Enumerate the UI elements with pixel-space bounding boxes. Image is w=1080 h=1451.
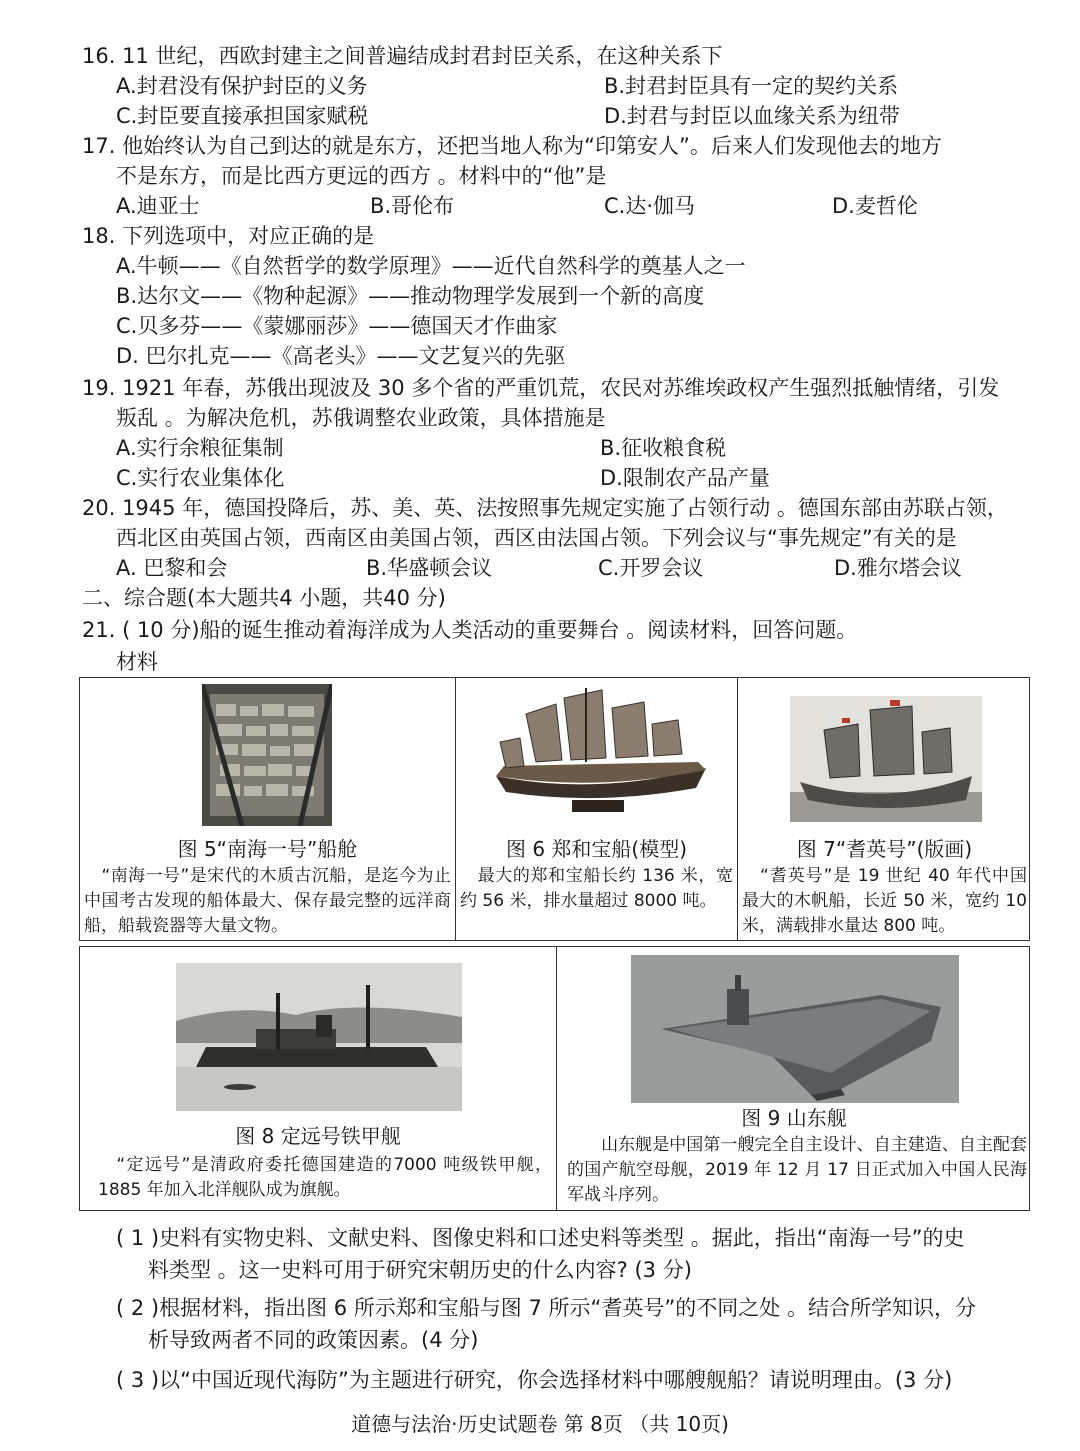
q16-option-c: C.封臣要直接承担国家赋税 xyxy=(116,104,369,128)
q16-option-d: D.封君与封臣以血缘关系为纽带 xyxy=(604,104,900,128)
q21-stem: 21. ( 10 分)船的诞生推动着海洋成为人类活动的重要舞台 。阅读材料，回答问题。 xyxy=(82,618,858,642)
figure-8-description: “定远号”是清政府委托德国建造的7000 吨级铁甲舰，1885 年加入北洋舰队成为旗舰。 xyxy=(98,1155,552,1200)
figure-6-description: 最大的郑和宝船长约 136 米，宽约 56 米，排水量超过 8000 吨。 xyxy=(460,866,733,911)
q16-option-a: A.封君没有保护封臣的义务 xyxy=(116,74,368,98)
figure-5-cell xyxy=(80,678,455,940)
keying-junk-engraving xyxy=(790,696,982,822)
figure-7-cell xyxy=(737,678,1031,940)
q19-option-d: D.限制农产品产量 xyxy=(600,466,770,490)
q20-option-d: D.雅尔塔会议 xyxy=(834,556,962,580)
q21-sub3: ( 3 )以“中国近现代海防”为主题进行研究，你会选择材料中哪艘舰船？请说明理由。(3 分) xyxy=(116,1368,953,1392)
q21-sub2-line2: 析导致两者不同的政策因素。(4 分) xyxy=(148,1328,479,1352)
q17-option-a: A.迪亚士 xyxy=(116,194,200,218)
material-label: 材料 xyxy=(116,650,158,674)
q16-option-b: B.封君封臣具有一定的契约关系 xyxy=(604,74,899,98)
q20-option-a: A. 巴黎和会 xyxy=(116,556,228,580)
figure-8-caption: 图 8 定远号铁甲舰 xyxy=(235,1124,401,1148)
q16-stem: 16. 11 世纪，西欧封建主之间普遍结成封君封臣关系，在这种关系下 xyxy=(82,44,723,68)
figure-5-description: “南海一号”是宋代的木质古沉船，是迄今为止中国考古发现的船体最大、保存最完整的远洋商船，船载瓷器等大量文物。 xyxy=(84,866,451,936)
q19-option-c: C.实行农业集体化 xyxy=(116,466,285,490)
q19-option-a: A.实行余粮征集制 xyxy=(116,436,284,460)
q17-option-b: B.哥伦布 xyxy=(370,194,455,218)
q19-stem-line1: 19. 1921 年春，苏俄出现波及 30 多个省的严重饥荒，农民对苏维埃政权产生强烈抵触情绪，引发 xyxy=(82,376,1000,400)
q18-stem: 18. 下列选项中，对应正确的是 xyxy=(82,224,375,248)
q20-stem-line1: 20. 1945 年，德国投降后，苏、美、英、法按照事先规定实施了占领行动 。德国东部由苏联占领， xyxy=(82,496,1008,520)
dingyuan-ironclad-photo xyxy=(176,963,462,1111)
figure-9-cell xyxy=(556,947,1031,1210)
q18-option-d: D. 巴尔扎克——《高老头》——文艺复兴的先驱 xyxy=(116,344,566,368)
q20-option-b: B.华盛顿会议 xyxy=(366,556,493,580)
q18-option-b: B.达尔文——《物种起源》——推动物理学发展到一个新的高度 xyxy=(116,284,705,308)
figure-5-caption: 图 5“南海一号”船舱 xyxy=(177,837,358,861)
q20-option-c: C.开罗会议 xyxy=(598,556,704,580)
q20-stem-line2: 西北区由英国占领，西南区由美国占领，西区由法国占领。下列会议与“事先规定”有关的是 xyxy=(116,526,957,550)
figure-6-cell xyxy=(455,678,737,940)
figure-7-caption: 图 7“耆英号”(版画) xyxy=(796,837,973,861)
q21-sub1-line2: 料类型 。这一史料可用于研究宋朝历史的什么内容? (3 分) xyxy=(148,1258,692,1282)
q18-option-c: C.贝多芬——《蒙娜丽莎》——德国天才作曲家 xyxy=(116,314,558,338)
q17-stem-line2: 不是东方，而是比西方更远的西方 。材料中的“他”是 xyxy=(116,164,607,188)
nanhai-hull-photo xyxy=(202,684,332,826)
q21-sub2-line1: ( 2 )根据材料，指出图 6 所示郑和宝船与图 7 所示“耆英号”的不同之处 。结合所学知识，分 xyxy=(116,1296,976,1320)
q17-stem-line1: 17. 他始终认为自己到达的就是东方，还把当地人称为“印第安人”。后来人们发现他去的地方 xyxy=(82,134,942,158)
figure-9-description: 山东舰是中国第一艘完全自主设计、自主建造、自主配套的国产航空母舰，2019 年 12 月 17 日正式加入中国人民海军战斗序列。 xyxy=(567,1135,1027,1205)
q17-option-c: C.达·伽马 xyxy=(604,194,696,218)
figure-6-caption: 图 6 郑和宝船(模型) xyxy=(505,837,688,861)
figure-8-cell xyxy=(80,947,556,1210)
material-row-2 xyxy=(79,946,1030,1211)
q19-option-b: B.征收粮食税 xyxy=(600,436,727,460)
section-heading: 二、综合题(本大题共4 小题，共40 分) xyxy=(82,586,446,610)
figure-9-caption: 图 9 山东舰 xyxy=(741,1106,847,1130)
q21-sub1-line1: ( 1 )史料有实物史料、文献史料、图像史料和口述史料等类型 。据此，指出“南海一号”的史 xyxy=(116,1226,965,1250)
q18-option-a: A.牛顿——《自然哲学的数学原理》——近代自然科学的奠基人之一 xyxy=(116,254,746,278)
figure-7-description: “耆英号”是 19 世纪 40 年代中国最大的木帆船，长近 50 米，宽约 10 米，满载排水量达 800 吨。 xyxy=(742,866,1027,936)
q17-option-d: D.麦哲伦 xyxy=(832,194,918,218)
page-footer: 道德与法治·历史试题卷 第 8页 （共 10页) xyxy=(351,1412,729,1436)
shandong-carrier-photo xyxy=(631,955,959,1103)
zhenghe-treasure-ship-model xyxy=(476,684,721,816)
q19-stem-line2: 叛乱 。为解决危机，苏俄调整农业政策，具体措施是 xyxy=(116,406,606,430)
material-row-1 xyxy=(79,677,1030,941)
